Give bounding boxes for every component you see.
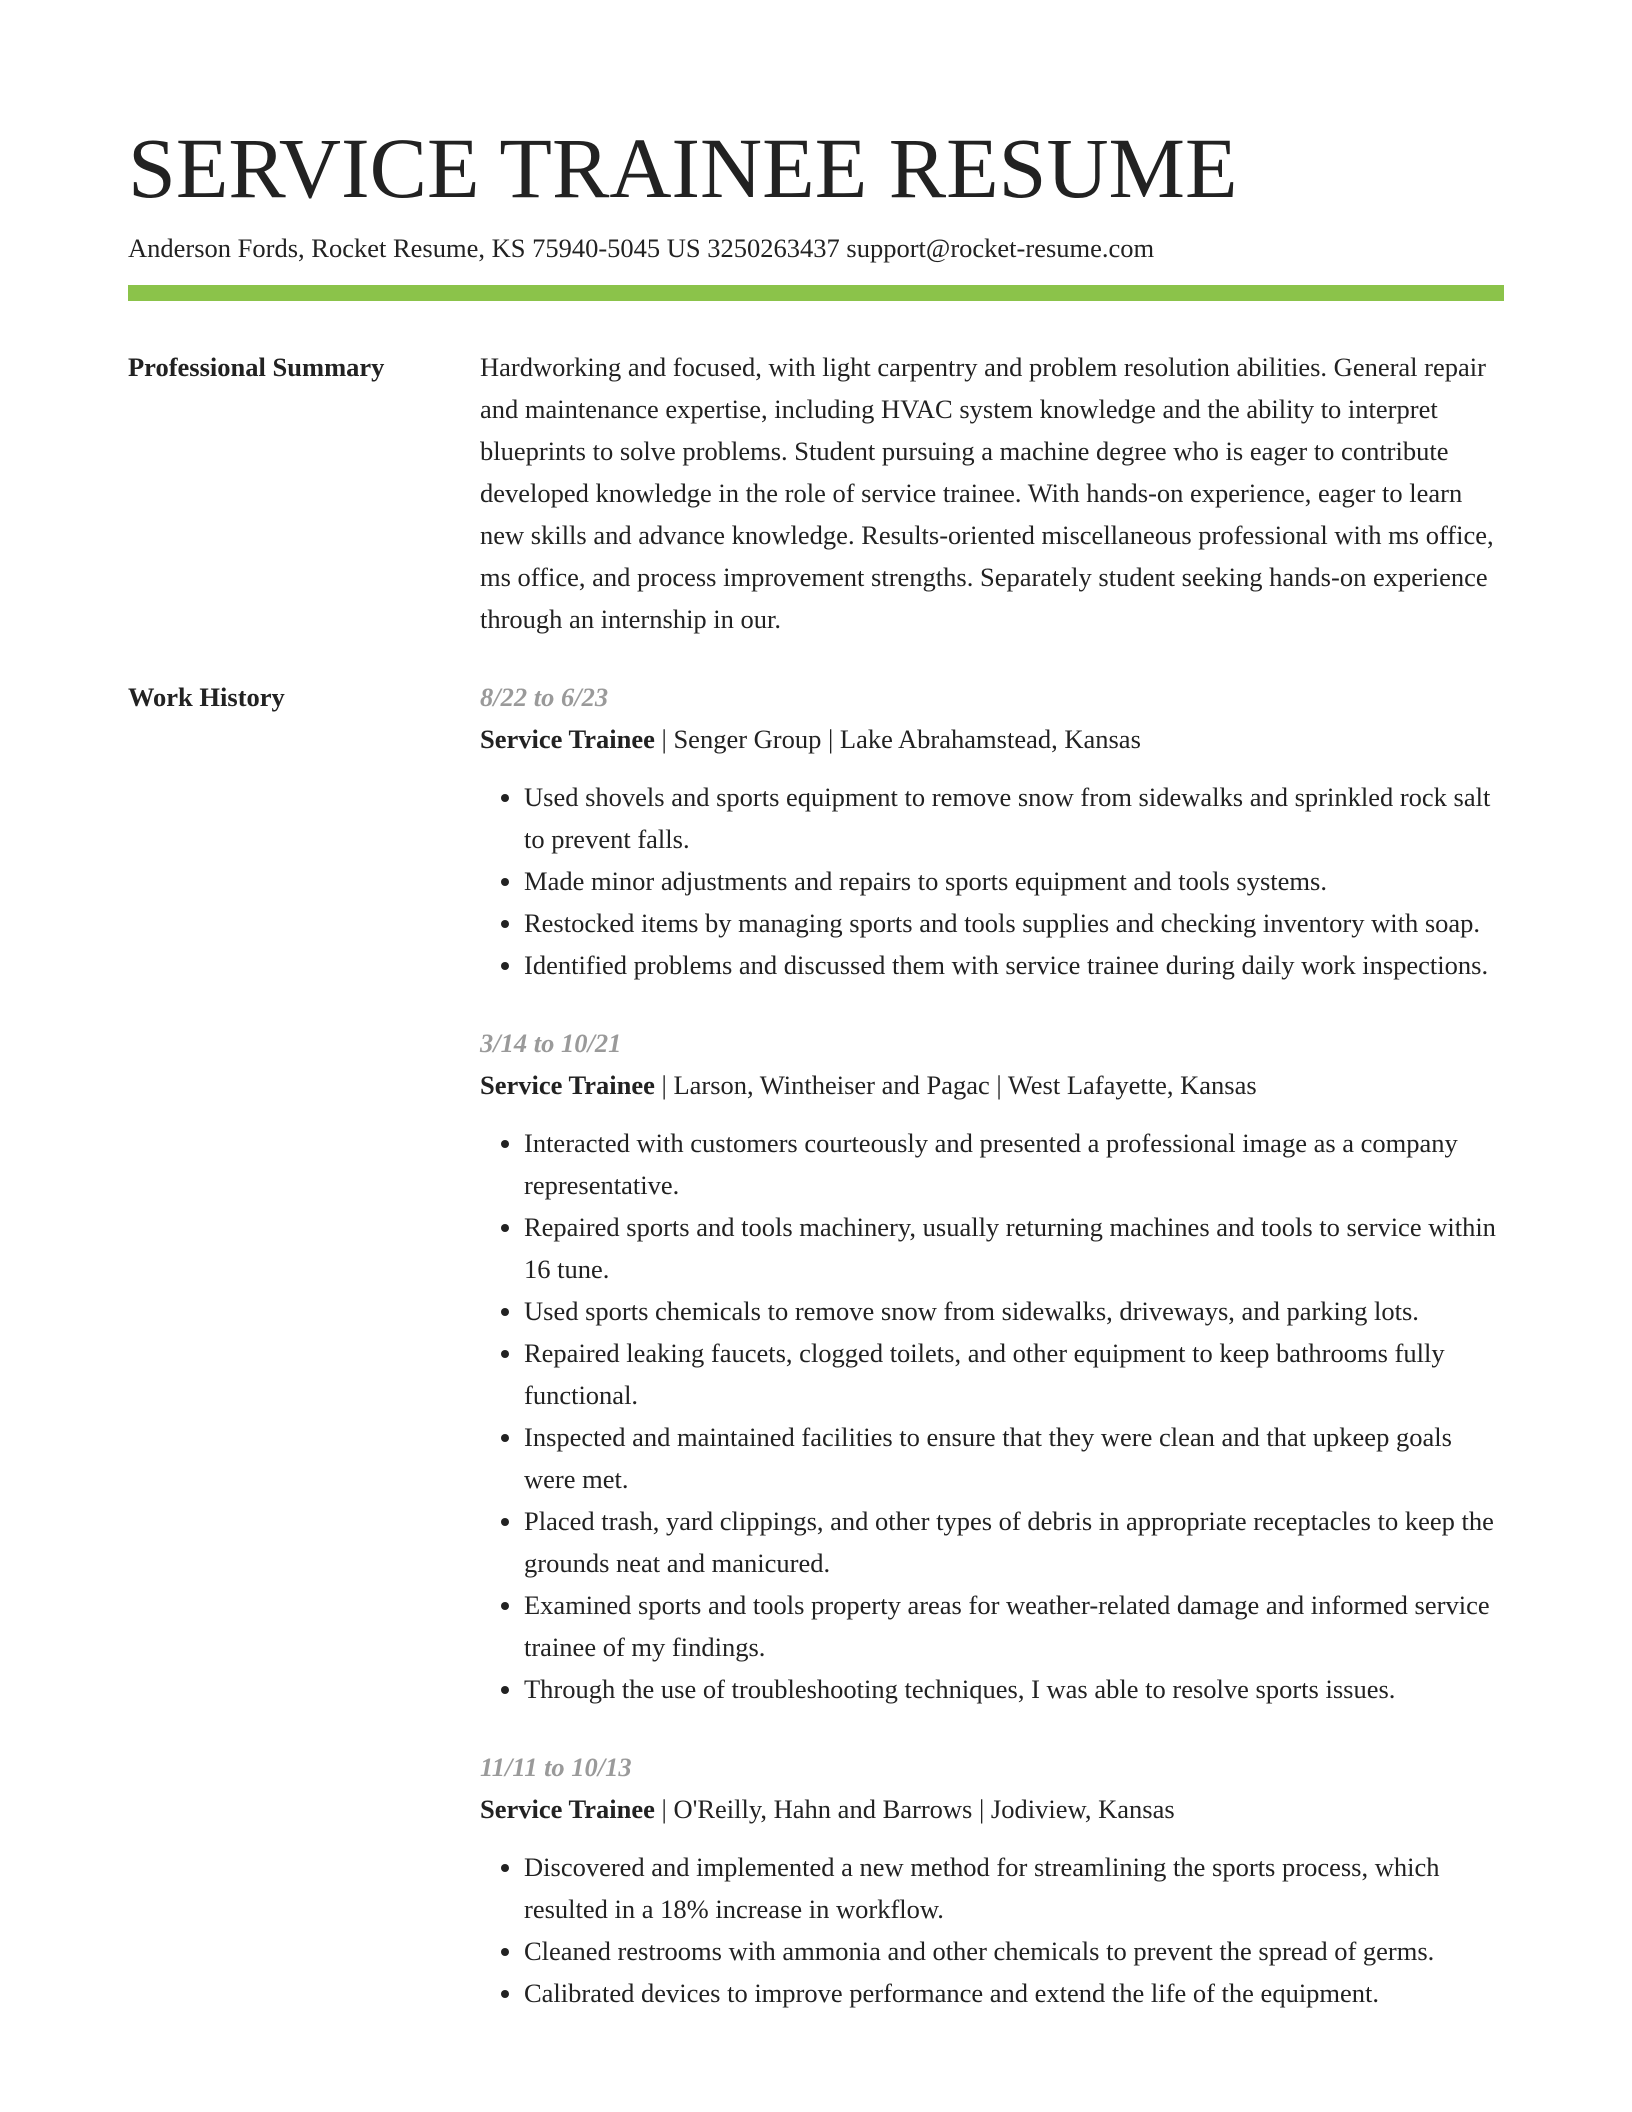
list-item: • Discovered and implemented a new method for streamlining the sports process, which resulted in a 18% increase in workflow. — [524, 1846, 1504, 1930]
list-item: • Calibrated devices to improve performance and extend the life of the equipment. — [524, 1972, 1504, 2014]
list-item: • Through the use of troubleshooting techniques, I was able to resolve sports issues. — [524, 1668, 1504, 1710]
job-employer-location: | O'Reilly, Hahn and Barrows | Jodiview, Kansas — [654, 1794, 1175, 1824]
job-bullets — [480, 1122, 1504, 1710]
job-title-line — [480, 1064, 1504, 1106]
job-dates: 8/22 to 6/23 — [480, 682, 609, 712]
job-entry — [480, 1746, 1504, 2014]
list-item: • Restocked items by managing sports and tools supplies and checking inventory with soap. — [524, 902, 1504, 944]
list-item: • Interacted with customers courteously and presented a professional image as a company representative. — [524, 1122, 1504, 1206]
contact-line: Anderson Fords, Rocket Resume, KS 75940-5045 US 3250263437 support@rocket-resume.com — [128, 233, 1155, 263]
job-title-line — [480, 718, 1504, 760]
job-bullets — [480, 776, 1504, 986]
job-list — [480, 676, 1504, 2014]
job-entry — [480, 1022, 1504, 1710]
list-item: • Made minor adjustments and repairs to sports equipment and tools systems. — [524, 860, 1504, 902]
job-dates: 3/14 to 10/21 — [480, 1028, 622, 1058]
job-dates: 11/11 to 10/13 — [480, 1752, 632, 1782]
list-item: • Repaired leaking faucets, clogged toilets, and other equipment to keep bathrooms fully functional. — [524, 1332, 1504, 1416]
section-label-professional-summary: Professional Summary — [128, 352, 385, 382]
work-history — [480, 676, 1504, 2050]
summary-text: Hardworking and focused, with light carpentry and problem resolution abilities. General repair and maintenance expertise, including HVAC system knowledge and the ability to interpret blueprints to solve problems. Student pursuing a machine degree who is eager to contribute developed knowledge in the role of service trainee. With hands-on experience, eager to learn new skills and advance knowledge. Results-oriented miscellaneous professional with ms office, ms office, and process improvement strengths. Separately student seeking hands-on experience through an internship in our. — [480, 352, 1494, 634]
list-item: • Cleaned restrooms with ammonia and other chemicals to prevent the spread of germs. — [524, 1930, 1504, 1972]
professional-summary — [480, 346, 1504, 640]
job-title-line — [480, 1788, 1504, 1830]
list-item: • Placed trash, yard clippings, and other types of debris in appropriate receptacles to keep the grounds neat and manicured. — [524, 1500, 1504, 1584]
accent-divider — [128, 285, 1504, 301]
job-employer-location: | Senger Group | Lake Abrahamstead, Kansas — [654, 724, 1141, 754]
list-item: • Repaired sports and tools machinery, usually returning machines and tools to service within 16 tune. — [524, 1206, 1504, 1290]
list-item: • Identified problems and discussed them with service trainee during daily work inspections. — [524, 944, 1504, 986]
job-bullets — [480, 1846, 1504, 2014]
job-role: Service Trainee — [480, 724, 655, 754]
list-item: • Inspected and maintained facilities to ensure that they were clean and that upkeep goals were met. — [524, 1416, 1504, 1500]
list-item: • Examined sports and tools property areas for weather-related damage and informed service trainee of my findings. — [524, 1584, 1504, 1668]
section-label-work-history: Work History — [128, 682, 285, 712]
list-item: • Used sports chemicals to remove snow from sidewalks, driveways, and parking lots. — [524, 1290, 1504, 1332]
job-employer-location: | Larson, Wintheiser and Pagac | West Lafayette, Kansas — [654, 1070, 1257, 1100]
job-entry — [480, 676, 1504, 986]
job-role: Service Trainee — [480, 1794, 655, 1824]
job-role: Service Trainee — [480, 1070, 655, 1100]
resume-title: SERVICE TRAINEE RESUME — [128, 120, 1238, 216]
list-item: • Used shovels and sports equipment to remove snow from sidewalks and sprinkled rock salt to prevent falls. — [524, 776, 1504, 860]
